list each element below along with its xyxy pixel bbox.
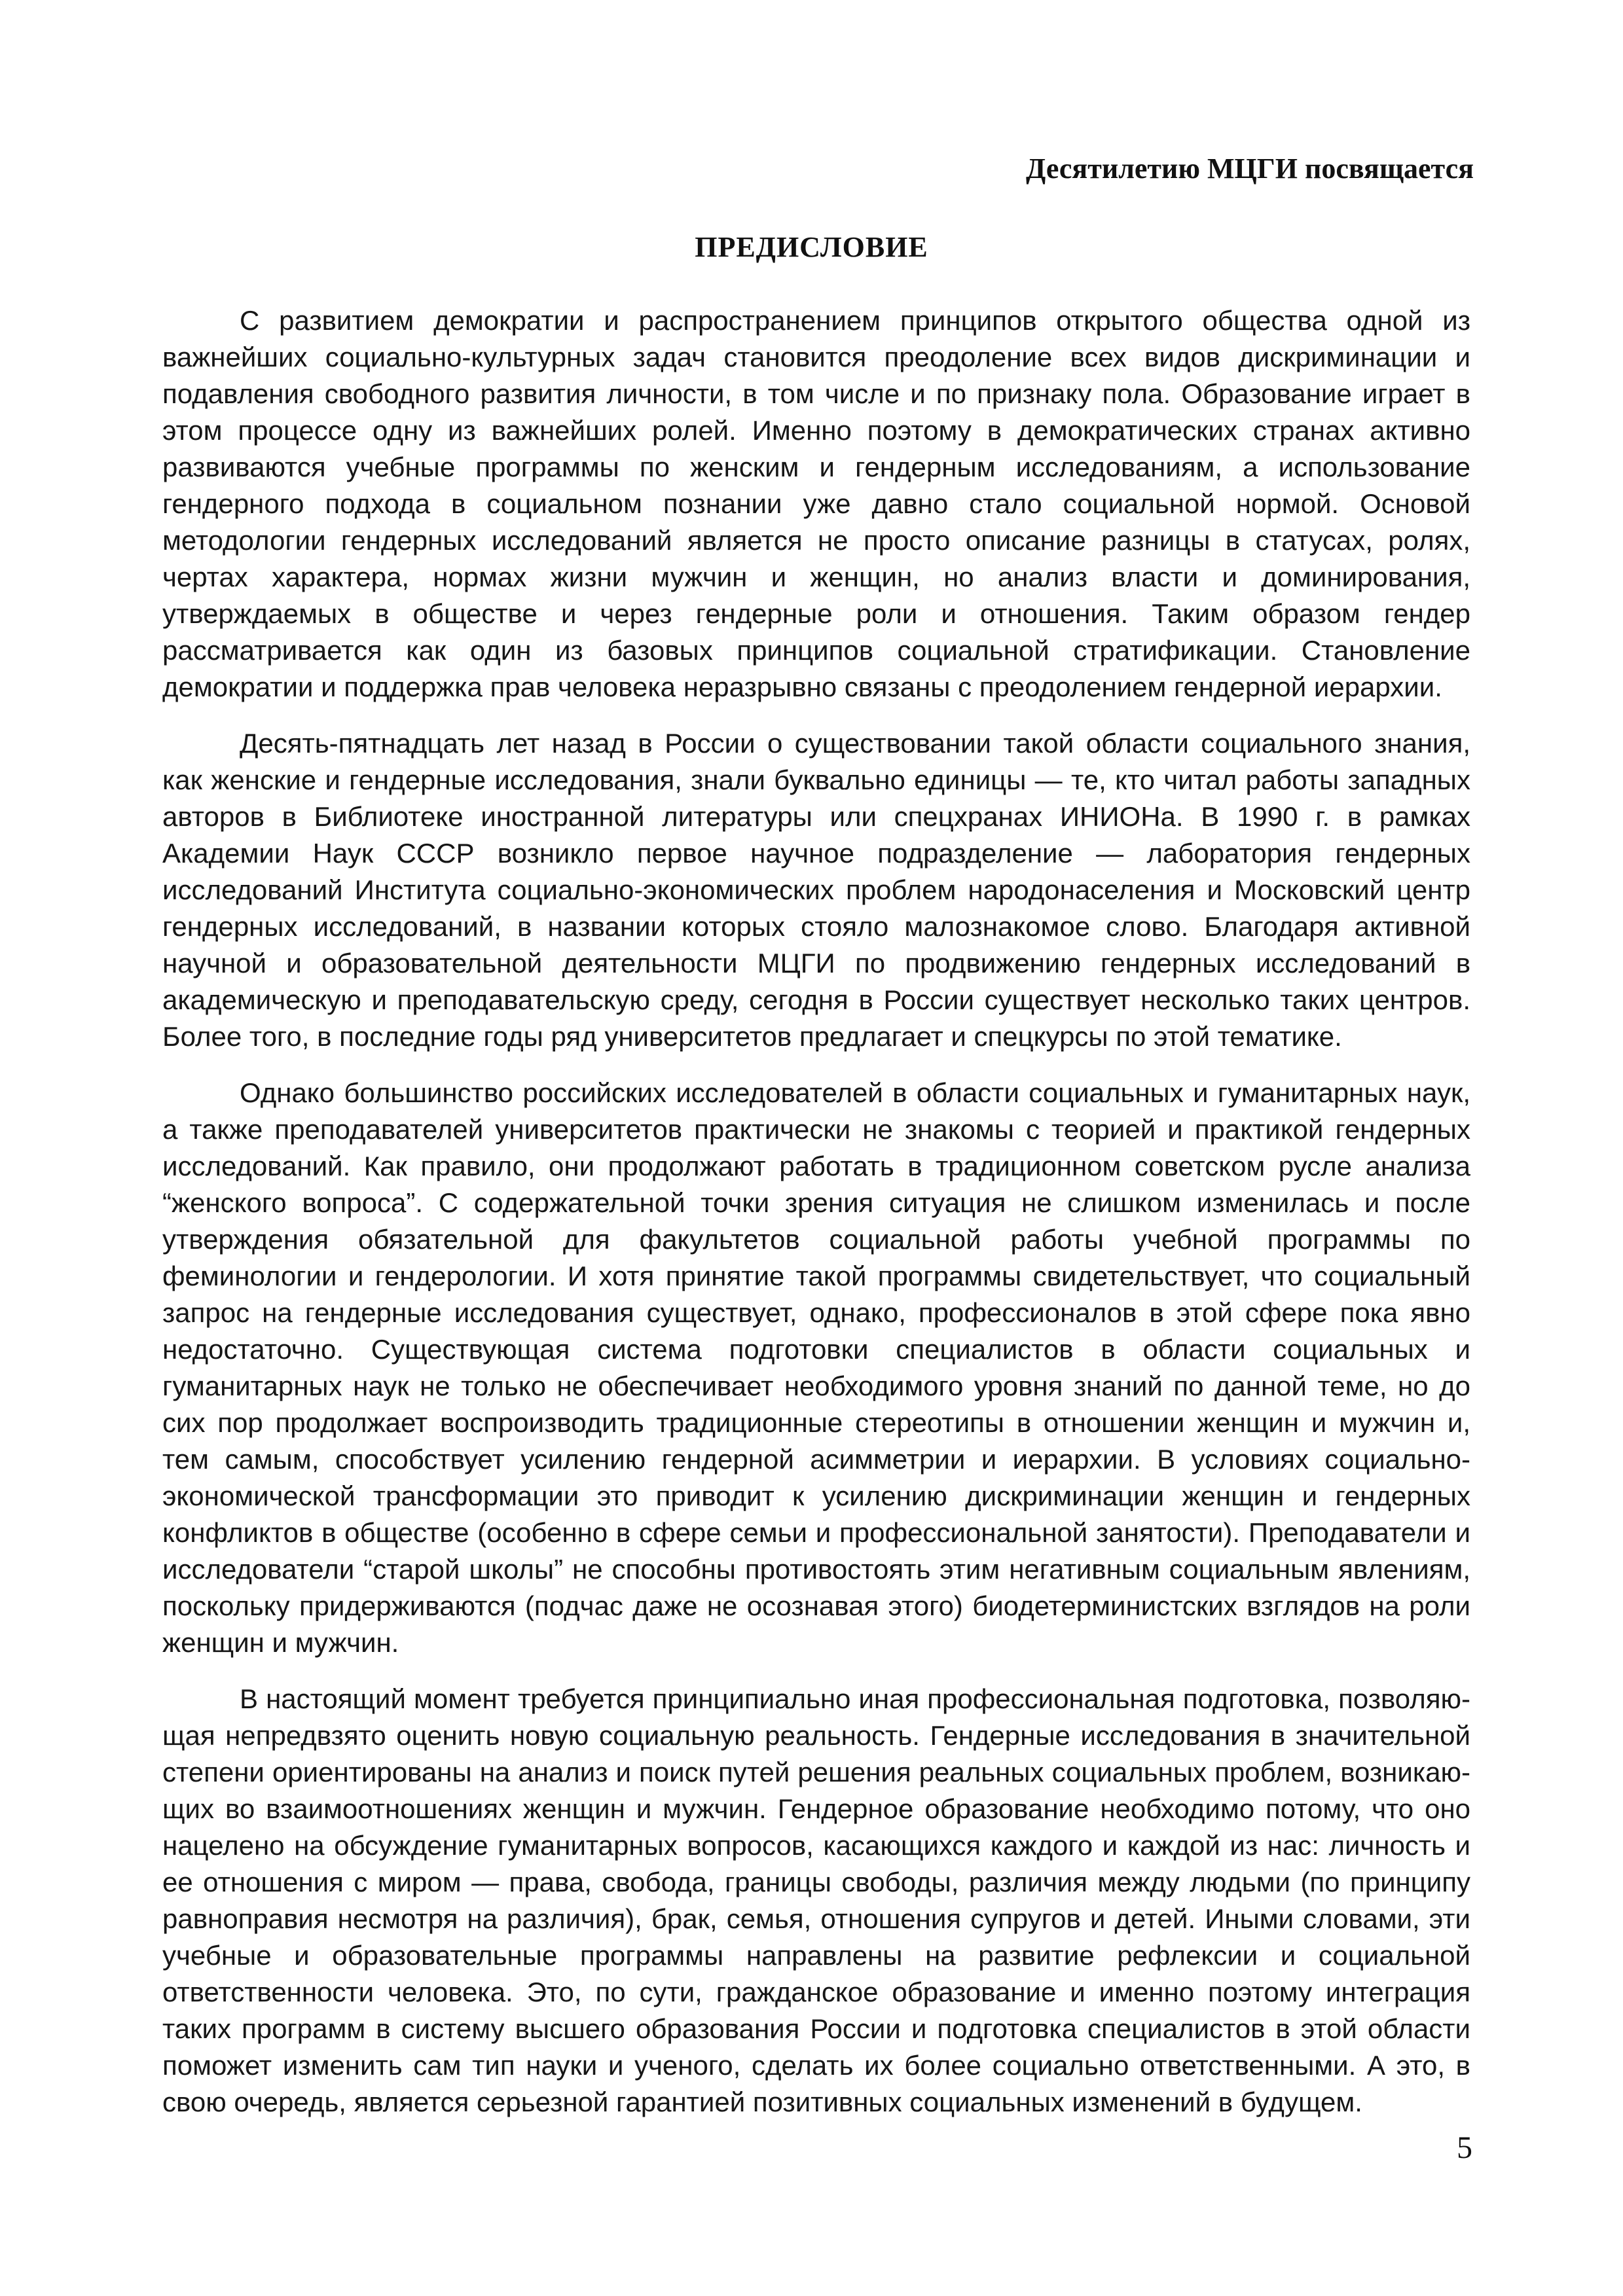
paragraph-4: В настоящий момент требуется принципиально иная профессиональная подготовка, позволяющая непредвзято оценить новую социальную реальность. Гендерные исследования в значительной степени ориентированы на анализ и поиск путей решения реальных социальных проблем, возникающих во взаимоотношениях женщин и мужчин. Гендерное образование необходимо потому, что оно нацелено на обсуждение гуманитарных вопросов, касающихся каждого и каждой из нас: личность и ее отношения с миром — права, свобода, границы свободы, различия между людьми (по принципу равноправия несмотря на различия), брак, семья, отношения супругов и детей. Иными словами, эти учебные и образовательные программы направлены на развитие рефлексии и социальной ответственности человека. Это, по сути, гражданское образование и именно поэтому интеграция таких программ в систему высшего образования России и подготовка специалистов в этой области поможет изменить сам тип науки и ученого, сделать их более социально ответственными. А это, в свою очередь, является серьезной гарантией позитивных социальных изменений в будущем.: [162, 1683, 1470, 2117]
preface-body: [162, 302, 1470, 2140]
paragraph-1: С развитием демократии и распространением принципов открытого общества одной из важнейших социально-культурных задач становится преодоление всех видов дискриминации и подавления свободного развития личности, в том числе и по признаку пола. Образование играет в этом процессе одну из важнейших ролей. Именно поэтому в демократических странах активно развиваются учебные программы по женским и гендерным исследованиям, а использование гендерного подхода в социальном познании уже давно стало социальной нормой. Основой методологии гендерных исследований является не просто описание разницы в статусах, ролях, чертах характера, нормах жизни мужчин и женщин, но анализ власти и доминирования, утверждаемых в обществе и через гендерные роли и отношения. Таким образом гендер рассматривается как один из базовых принципов социальной стратификации. Становление демократии и поддержка прав человека неразрывно связаны с преодолением гендерной иерархии.: [162, 305, 1470, 702]
page-number: 5: [1457, 2130, 1472, 2165]
page-title: ПРЕДИСЛОВИЕ: [695, 231, 928, 263]
paragraph-2: Десять-пятнадцать лет назад в России о существовании такой области социального знания, как женские и гендерные исследования, знали буквально единицы — те, кто читал работы западных авторов в Библиотеке иностранной литературы или спецхранах ИНИОНа. В 1990 г. в рамках Академии Наук СССР возникло первое научное подразделение — лаборатория гендерных исследований Института социально-экономических проблем народонаселения и Московский центр гендерных исследований, в названии которых стояло малознакомое слово. Благодаря активной научной и образовательной деятельности МЦГИ по продвижению гендерных исследований в академическую и преподавательскую среду, сегодня в России существует несколько таких центров. Более того, в последние годы ряд университетов предлагает и спецкурсы по этой тематике.: [162, 728, 1470, 1052]
dedication-line: Десятилетию МЦГИ посвящается: [1026, 152, 1474, 185]
paragraph-3: Однако большинство российских исследователей в области социальных и гуманитарных наук, а также преподавателей университетов практически не знакомы с теорией и практикой гендерных исследований. Как правило, они продолжают работать в традиционном советском русле анализа “женского вопроса”. С содержательной точки зрения ситуация не слишком изменилась и после утверждения обязательной для факультетов социальной работы учебной программы по феминологии и гендерологии. И хотя принятие такой программы свидетельствует, что социальный запрос на гендерные исследования существует, однако, профессионалов в этой сфере пока явно недостаточно. Существующая система подготовки специалистов в области социальных и гуманитарных наук не только не обеспечивает необходимого уровня знаний по данной теме, но до сих пор продолжает воспроизводить традиционные стереотипы в отношении женщин и мужчин и, тем самым, способствует усилению гендерной асимметрии и иерархии. В условиях социально-экономической трансформации это приводит к усилению дискриминации женщин и гендерных конфликтов в обществе (особенно в сфере семьи и профессиональной занятости). Преподаватели и исследователи “старой школы” не способны противостоять этим негативным социальным явлениям, поскольку придерживаются (подчас даже не осознавая этого) биодетерминистских взглядов на роли женщин и мужчин.: [162, 1077, 1470, 1658]
